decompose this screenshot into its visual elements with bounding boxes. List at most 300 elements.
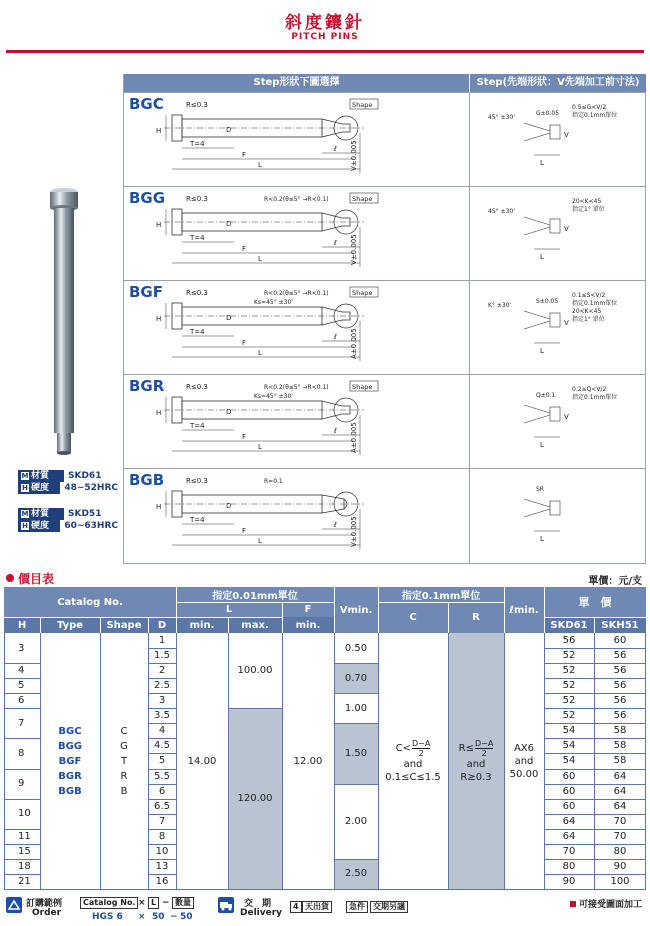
header-spec-001: 指定0.01mm單位 [176,587,334,602]
skd61-price: 52 [562,710,576,722]
tip-upper-edge [524,311,550,319]
shape-value: R [120,770,128,782]
skd61-price: 52 [562,680,576,692]
skd61-price: 52 [562,695,576,707]
table-rule [334,693,378,694]
table-rule [4,844,40,845]
tip-note: 20<K<45 [572,308,602,315]
table-rule [282,602,283,633]
table-rule [4,874,40,875]
page-title: 斜度鑲針 [285,13,365,33]
table-rule [148,678,176,679]
table-rule [645,633,646,889]
skh51-price: 58 [613,755,627,767]
ks-angle-label: Ks=45° ±30' [254,299,293,306]
tip-end [550,219,560,233]
dim-h-label: H [156,503,162,511]
series-code: BGG [129,189,166,207]
skh51-price: 56 [613,680,627,692]
h-value: 4 [18,665,25,677]
table-rule [148,874,176,875]
dim-ell-label: ℓ [334,427,337,435]
step-tip-header: Step(先端形狀：V先端加工前寸法) [469,74,646,92]
order-example-l: 50 [152,912,165,922]
table-rule [176,587,177,633]
skd61-price: 52 [562,665,576,677]
vmin-value: 1.50 [344,747,368,759]
skh51-price: 80 [613,845,627,857]
dim-f-label: F [242,433,247,441]
dim-f-label: F [242,151,247,159]
price-heading: 價目表 [6,570,54,587]
vmin-value: 2.50 [344,868,368,880]
table-rule [544,874,646,875]
tip-lower-edge [524,415,550,423]
skd61-price: 54 [562,740,576,752]
table-rule [334,859,378,860]
table-rule [148,738,176,739]
type-value: BGG [57,740,83,752]
header-vmin: Vmin. [334,587,378,633]
c-condition-formula [396,739,431,758]
dim-v-label: V±0.005 [350,140,358,171]
radius-label: R≤0.3 [186,477,208,485]
pin-drawing [124,187,646,281]
dim-ell-label: ℓ [334,239,337,247]
h-value: 7 [18,717,25,729]
tip-v-label: V [564,225,569,233]
tip-l-label: L [540,253,544,261]
header-f-min: min. [282,617,334,633]
order-times: × [138,898,146,908]
table-rule [378,587,379,633]
tip-angle-label: 45° ±30' [488,114,515,121]
table-rule [148,799,176,800]
header-l-max: max. [228,617,282,633]
header-c: C [378,602,448,633]
series-code: BGR [129,377,165,395]
table-rule [148,769,176,770]
skd61-price: 60 [562,800,576,812]
diagram-row-bgf [124,280,646,374]
formula-prefix: R≤ [458,742,474,754]
header-h: H [4,617,40,633]
dim-h-label: H [156,127,162,135]
page-subtitle: PITCH PINS [291,32,359,42]
d-value: 6 [158,785,166,797]
tip-note: 0.1≤S<V/2 [572,292,606,299]
dim-v-label: A±0.005 [350,328,358,359]
tip-note: 指定0.1mm單位 [572,300,618,307]
diagram-row-bgg [124,186,646,280]
tip-g-label: G±0.05 [536,110,560,117]
diagram-row-bgb [124,468,646,564]
skh51-price: 100 [610,875,630,887]
lmin-text: 50.00 [509,768,539,780]
delivery-days-num: 4 [290,901,302,913]
r-condition-formula [459,739,494,758]
table-rule [4,633,5,889]
table-rule [504,633,505,889]
table-rule [544,587,545,633]
table-rule [176,633,177,889]
tip-note: 20<K<45 [572,198,602,205]
radius-label: R≤0.3 [186,383,208,391]
tip-l-label: L [540,347,544,355]
h-value: 9 [18,778,25,790]
table-rule [148,829,176,830]
table-rule [148,708,176,709]
radius-label: R≤0.3 [186,195,208,203]
tip-note: 0.5≤G<V/2 [572,104,607,111]
formula-fraction [475,739,493,758]
step-shape-header: Step形狀下圖選擇 [124,74,469,92]
h-value: 18 [18,860,31,872]
d-value: 4 [158,725,166,737]
skd61-price: 80 [562,860,576,872]
table-rule [4,889,646,890]
series-code: BGC [129,95,164,113]
header-type: Type [40,617,100,633]
table-rule [148,633,149,889]
type-value: BGB [58,785,82,797]
table-rule [544,617,646,618]
vmin-value: 0.70 [344,672,368,684]
pin-drawing [124,281,646,375]
dim-t-label: T=4 [190,234,205,242]
dim-d-label: D [226,220,232,228]
table-rule [334,784,378,785]
table-rule [544,753,646,754]
h-value: 8 [18,747,25,759]
table-rule [378,633,379,889]
table-rule [334,633,335,889]
drawing-service-note: 可接受圖面加工 [570,897,642,910]
dim-ell-label: ℓ [334,333,337,341]
tip-l-label: L [540,159,544,167]
pin-drawing [124,93,646,187]
pin-drawing [124,469,646,565]
skh51-price: 56 [613,650,627,662]
tip-lower-edge [524,227,550,235]
type-value: BGR [58,770,82,782]
tip-upper-edge [524,405,550,413]
dim-t-label: T=4 [190,422,205,430]
tip-g-label: Q±0.1 [536,392,556,399]
d-value: 13 [155,860,169,872]
table-rule [544,708,646,709]
delivery-separate: 交期另議 [370,901,408,913]
d-value: 2.5 [154,680,170,692]
table-rule [228,617,229,633]
table-rule [148,814,176,815]
table-rule [4,708,40,709]
unit-label: 單價：元/支 [588,576,642,587]
header-catalog: Catalog No. [4,587,176,617]
h-value: 11 [18,830,31,842]
tip-note: 指定0.1mm單位 [572,112,618,119]
skh51-price: 58 [613,740,627,752]
tip-lower-edge [524,509,550,517]
table-rule [148,723,176,724]
order-label-en: Order [32,908,62,918]
d-value: 16 [155,875,169,887]
f-min-value: 12.00 [293,755,323,767]
dim-d-label: D [226,408,232,416]
header-f: F [282,602,334,617]
table-rule [4,738,40,739]
table-rule [448,633,449,889]
table-rule [4,829,40,830]
order-example-catalog: HGS 6 [92,912,123,922]
title-rule [6,50,644,53]
order-example-dash: − [170,912,178,922]
tip-end [550,407,560,421]
dim-v-label: V±0.005 [350,516,358,547]
skh51-price: 58 [613,725,627,737]
tip-l-label: L [540,535,544,543]
type-value: BGF [58,755,82,767]
r-condition [448,633,504,889]
tip-v-label: V [564,413,569,421]
header-shape: Shape [100,617,148,633]
skd61-price: 54 [562,725,576,737]
condition-text: and [403,758,423,770]
table-rule [544,814,646,815]
delivery-label-zh: 交 期 [244,899,272,909]
d-value: 5.5 [154,770,170,782]
ks-angle-label: Ks=45° ±30' [254,393,293,400]
dim-v-label: A±0.005 [350,422,358,453]
table-rule [4,663,40,664]
shape-value: C [120,725,128,737]
fraction-denominator: 2 [481,748,487,758]
tip-g-label: SR [536,486,544,493]
table-rule [4,799,40,800]
header-l: L [176,602,282,617]
d-value: 2 [158,665,166,677]
dim-l-label: L [258,161,262,169]
dim-v-label: V±0.005 [350,234,358,265]
table-rule [228,708,282,709]
table-rule [334,723,378,724]
order-example-times: × [138,912,146,922]
radius-label: R≤0.3 [186,289,208,297]
material-block-2: M 材質 SKD51 H 硬度 60~63HRC [18,508,118,532]
order-icon [6,897,22,913]
h-value: 10 [18,808,31,820]
tip-angle-label: 45° ±30' [488,208,515,215]
order-box-catalog: Catalog No. [80,897,138,909]
table-rule [148,648,176,649]
table-rule [176,617,282,618]
table-rule [378,602,504,603]
tip-note: 指定0.1mm單位 [572,394,618,401]
dim-d-label: D [226,502,232,510]
type-list [40,633,100,889]
footer [0,893,650,926]
header-unit-price: 單 價 [544,587,646,617]
tip-v-label: V [564,319,569,327]
table-rule [100,617,101,633]
dim-f-label: F [242,527,247,535]
dim-t-label: T=4 [190,328,205,336]
table-rule [544,738,646,739]
tip-g-label: S±0.05 [536,298,559,305]
series-code: BGF [129,283,163,301]
h-value: 3 [18,642,25,654]
radius-note: R=0.1 [264,478,283,485]
condition-text: 0.1≤C≤1.5 [385,771,441,783]
c-condition [378,633,448,889]
dim-ell-label: ℓ [334,145,337,153]
dim-h-label: H [156,409,162,417]
vmin-value: 2.00 [344,815,368,827]
lmin-text: and [514,755,534,767]
dim-h-label: H [156,221,162,229]
formula-prefix: C< [395,742,412,754]
l-min-value: 14.00 [187,755,217,767]
header-d: D [148,617,176,633]
header-l-min: min. [176,617,228,633]
d-value: 10 [155,845,169,857]
skh51-price: 70 [613,815,627,827]
shape-value: T [120,755,128,767]
table-rule [544,769,646,770]
skd61-price: 64 [562,815,576,827]
shape-value: B [120,785,128,797]
table-rule [544,859,646,860]
skd61-price: 54 [562,755,576,767]
condition-text: R≥0.3 [460,771,492,783]
skh51-price: 64 [613,785,627,797]
table-rule [544,829,646,830]
diagram-row-bgc [124,92,646,186]
skh51-price: 56 [613,695,627,707]
order-example-qty: 50 [180,912,193,922]
radius-note: R<0.2(θ≤5° →R<0.1) [264,196,329,203]
fraction-numerator: D−A [474,738,494,748]
delivery-label-en: Delivery [240,908,283,918]
d-value: 6.5 [154,800,170,812]
dim-d-label: D [226,126,232,134]
h-value: 5 [18,680,25,692]
tip-lower-edge [524,133,550,141]
fraction-numerator: D−A [412,738,431,748]
table-rule [4,678,40,679]
lmin-value [504,633,544,889]
fraction-denominator: 2 [418,748,424,758]
skh51-price: 70 [613,830,627,842]
d-value: 5 [158,755,166,767]
skd61-price: 52 [562,650,576,662]
table-rule [544,678,646,679]
formula-fraction [412,739,430,758]
table-rule [594,633,595,889]
d-value: 3.5 [154,710,170,722]
order-box-l: L [148,897,159,909]
skd61-price: 60 [562,770,576,782]
dim-l-label: L [258,255,262,263]
table-rule [544,799,646,800]
bullet-icon [6,574,14,582]
d-value: 1 [158,635,166,647]
dim-t-label: T=4 [190,516,205,524]
l-max-value-1: 100.00 [237,665,273,677]
h-value: 6 [18,695,25,707]
tip-note: 指定1° 單位 [572,316,605,323]
skd61-price: 56 [562,635,576,647]
tip-end [550,125,560,139]
dim-t-label: T=4 [190,140,205,148]
tip-note: 指定1° 單位 [572,206,605,213]
table-rule [4,693,40,694]
l-max-value-2: 120.00 [237,793,273,805]
dim-l-label: L [258,349,262,357]
table-rule [40,617,41,633]
tip-end [550,501,560,515]
lmin-text: AX6 [513,742,535,754]
table-rule [148,663,176,664]
tip-lower-edge [524,321,550,329]
radius-note: R<0.2(θ≤5° →R<0.1) [264,384,329,391]
tip-v-label: V [564,131,569,139]
price-table [4,587,646,889]
dim-l-label: L [258,537,262,545]
delivery-urgent: 急件 [346,901,368,913]
note-square-icon [570,901,576,907]
tip-upper-edge [524,499,550,507]
diagram-row-bgr [124,374,646,468]
tip-angle-label: K° ±30' [488,302,512,309]
skh51-price: 90 [613,860,627,872]
table-rule [148,859,176,860]
skd61-price: 64 [562,830,576,842]
table-rule [594,617,595,633]
header-spec-01: 指定0.1mm單位 [378,587,504,602]
vmin-value: 1.00 [344,702,368,714]
radius-note: R<0.2(θ≤5° →R<0.1) [264,290,329,297]
table-rule [544,663,646,664]
series-code: BGB [129,471,165,489]
table-rule [148,693,176,694]
skh51-price: 60 [613,635,627,647]
table-rule [544,693,646,694]
table-rule [40,633,41,889]
shape-label: Shape [352,101,373,109]
skh51-price: 56 [613,710,627,722]
condition-text: and [466,758,486,770]
shape-label: Shape [352,289,373,297]
tip-upper-edge [524,217,550,225]
table-rule [148,784,176,785]
header-lmin: ℓmin. [504,587,544,633]
table-rule [228,633,229,889]
skd61-price: 60 [562,785,576,797]
dim-ell-label: ℓ [334,521,337,529]
d-value: 4.5 [154,740,170,752]
order-dash: − [162,898,170,908]
table-rule [282,633,283,889]
shape-label: Shape [352,195,373,203]
radius-label: R≤0.3 [186,101,208,109]
tip-upper-edge [524,123,550,131]
order-label-zh: 訂購範例 [26,899,63,909]
table-rule [100,633,101,889]
table-rule [4,617,176,618]
type-value: BGC [58,725,82,737]
dim-f-label: F [242,245,247,253]
